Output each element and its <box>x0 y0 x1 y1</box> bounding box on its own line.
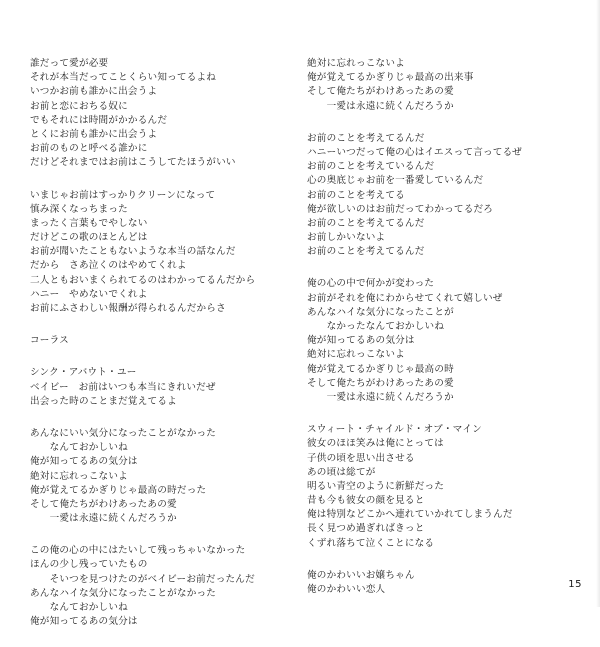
lyric-line: 慎み深くなっちまった <box>30 203 128 215</box>
lyric-line: あんなハイな気分になったことがなかった <box>30 587 217 599</box>
lyric-line: 俺が覚えてるかぎりじゃ最高の時だった <box>30 484 207 496</box>
lyric-stanza <box>30 427 320 526</box>
lyrics-left-column <box>30 57 320 647</box>
lyric-stanza <box>30 544 320 629</box>
lyric-line: ハニー やめないでくれよ <box>30 288 148 300</box>
lyric-line: お前のことを考えているんだ <box>307 161 435 173</box>
lyric-line: でもそれには時間がかかるんだ <box>30 114 168 126</box>
lyric-line: あの頃は総てが <box>307 466 376 478</box>
lyric-line: お前と恋におちる奴に <box>30 100 128 112</box>
lyric-line: お前のことを考えてる <box>307 189 405 201</box>
lyric-line: 彼女のほほ笑みは俺にとっては <box>307 438 444 450</box>
lyric-line: お前が聞いたこともないような本当の話なんだ <box>30 246 236 258</box>
lyric-line: まったく言葉もでやしない <box>30 217 148 229</box>
lyric-line: そいつを見つけたのがベイビーお前だったんだ <box>30 573 255 585</box>
lyric-line: あんなにいい気分になったことがなかった <box>30 427 217 439</box>
lyrics-right-column <box>307 57 597 615</box>
lyric-line: 俺が知ってるあの気分は <box>307 335 415 347</box>
lyric-line: ベイビー お前はいつも本当にきれいだぜ <box>30 381 216 393</box>
lyric-line: 昔も今も彼女の顔を見ると <box>307 495 425 507</box>
lyric-line: 俺の心の中で何かが変わった <box>307 278 435 290</box>
lyric-line: シンク・アバウト・ユー <box>30 367 137 379</box>
lyric-line: 二人ともおいまくられてるのはわかってるんだから <box>30 274 256 286</box>
lyric-line: お前しかいないよ <box>307 232 386 244</box>
lyric-line: なんておかしいね <box>30 442 128 454</box>
lyric-line: 明るい青空のように新鮮だった <box>307 480 445 492</box>
lyric-line: そして俺たちがわけあったあの愛 <box>30 498 177 510</box>
lyric-line: 誰だって愛が必要 <box>30 58 109 69</box>
lyric-line: いつかお前も誰かに出会うよ <box>30 86 158 98</box>
lyric-stanza <box>30 366 320 409</box>
lyric-line: だけどそれまではお前はこうしてたほうがいい <box>30 157 236 169</box>
lyric-line: お前のことを考えてるんだ <box>307 132 425 144</box>
lyric-line: 絶対に忘れっこないよ <box>307 349 405 361</box>
lyric-stanza <box>30 189 320 317</box>
page-edge-shadow <box>596 0 600 607</box>
lyric-line: コーラス <box>30 335 69 347</box>
page-number: 15 <box>568 579 582 590</box>
lyric-stanza <box>307 132 597 260</box>
lyric-line: だけどこの歌のほとんどは <box>30 232 148 244</box>
lyric-stanza <box>30 57 320 171</box>
lyric-line: 心の奥底じゃお前を一番愛しているんだ <box>307 175 484 187</box>
lyric-line: 一愛は永遠に続くんだろうか <box>307 391 454 403</box>
lyric-line: 俺のかわいい恋人 <box>307 584 386 595</box>
lyric-line: だから さあ泣くのはやめてくれよ <box>30 260 187 272</box>
lyric-line: 俺が知ってるあの気分は <box>30 616 138 628</box>
lyric-line: 一愛は永遠に続くんだろうか <box>30 513 177 525</box>
lyric-line: 俺が覚えてるかぎりじゃ最高の時 <box>307 363 454 375</box>
lyric-stanza <box>30 334 320 348</box>
lyric-line: お前がそれを俺にわからせてくれて嬉しいぜ <box>307 292 503 304</box>
lyric-stanza <box>307 57 597 114</box>
lyric-line: なんておかしいね <box>30 602 128 613</box>
lyric-line: 一愛は永遠に続くんだろうか <box>307 100 454 112</box>
lyric-line: とくにお前も誰かに出会うよ <box>30 128 158 140</box>
lyric-line: 俺が知ってるあの気分は <box>30 456 138 468</box>
lyric-line: スウィート・チャイルド・オブ・マイン <box>307 424 482 436</box>
lyric-line: 長く見つめ過ぎればきっと <box>307 523 425 535</box>
lyric-line: 絶対に忘れっこないよ <box>30 470 128 482</box>
lyric-line: ほんの少し残っていたもの <box>30 559 148 571</box>
lyric-line: お前にふさわしい報酬が得られるんだからさ <box>30 303 226 314</box>
lyric-line: お前のものと呼べる誰かに <box>30 143 148 155</box>
lyric-line: ハニーいつだって俺の心はイエスって言ってるぜ <box>307 146 522 158</box>
lyric-line: あんなハイな気分になったことが <box>307 306 454 318</box>
lyric-line: お前のことを考えてるんだ <box>307 217 425 229</box>
lyric-line: 絶対に忘れっこないよ <box>307 58 405 69</box>
lyric-line: 俺が欲しいのはお前だってわかってるだろ <box>307 203 494 215</box>
lyric-line: 出会った時のことまだ覚えてるよ <box>30 395 177 407</box>
lyric-line: この俺の心の中にはたいして残っちゃいなかった <box>30 545 246 557</box>
lyric-line: 俺のかわいいお嬢ちゃん <box>307 569 415 581</box>
lyric-line: くずれ落ちて泣くことになる <box>307 537 435 549</box>
lyric-stanza <box>307 277 597 405</box>
lyric-line: 俺が覚えてるかぎりじゃ最高の出来事 <box>307 72 474 84</box>
lyric-line: そして俺たちがわけあったあの愛 <box>307 86 454 98</box>
lyric-line: なかったなんておかしいね <box>307 321 445 332</box>
lyric-line: 子供の頃を思い出させる <box>307 452 415 464</box>
lyric-line: お前のことを考えてるんだ <box>307 246 425 258</box>
lyric-line: 俺は特別などこかへ連れていかれてしまうんだ <box>307 509 513 521</box>
lyric-stanza <box>307 423 597 551</box>
lyric-line: そして俺たちがわけあったあの愛 <box>307 377 454 389</box>
lyric-stanza <box>307 569 597 597</box>
lyric-line: いまじゃお前はすっかりクリーンになって <box>30 189 216 201</box>
lyric-line: それが本当だってことくらい知ってるよね <box>30 72 217 84</box>
